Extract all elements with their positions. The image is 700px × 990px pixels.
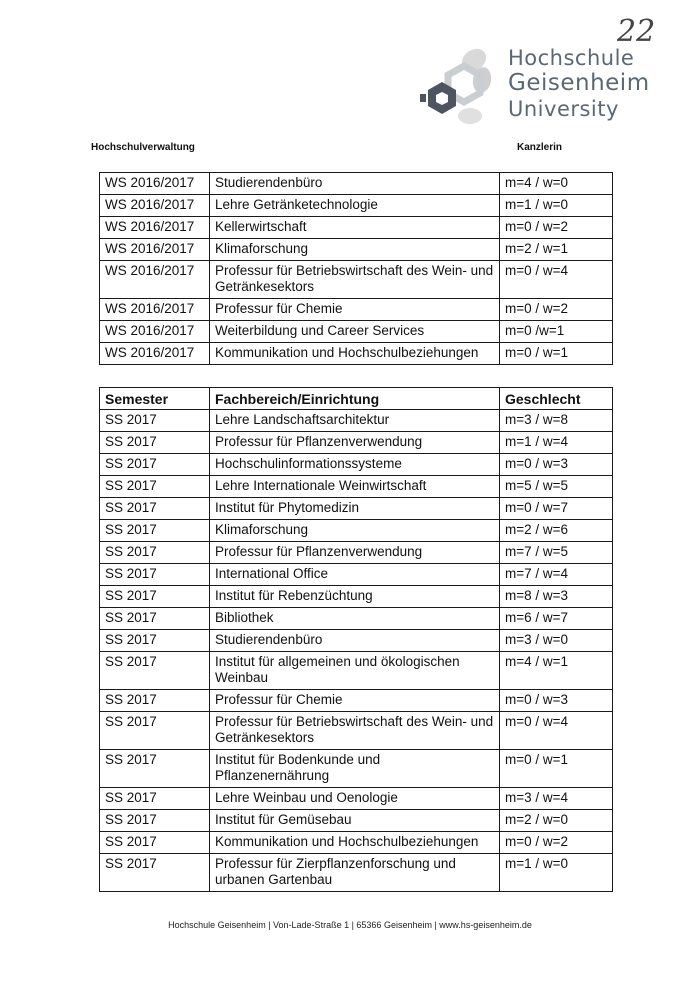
table-header-row: [100, 388, 613, 410]
semester-cell: WS 2016/2017: [100, 195, 210, 217]
gender-cell: m=0 / w=3: [500, 690, 613, 712]
semester-cell: SS 2017: [100, 854, 210, 892]
department-cell: Institut für Phytomedizin: [210, 498, 500, 520]
header-office: Kanzlerin: [517, 142, 563, 153]
gender-cell: m=1 / w=4: [500, 432, 613, 454]
department-cell: Professur für Chemie: [210, 690, 500, 712]
gender-cell: m=4 / w=0: [500, 173, 613, 195]
table-row: [100, 520, 613, 542]
table-row: [100, 630, 613, 652]
gender-cell: m=1 / w=0: [500, 195, 613, 217]
table-row: [100, 261, 613, 299]
column-header-department: Fachbereich/Einrichtung: [210, 388, 500, 410]
semester-cell: SS 2017: [100, 690, 210, 712]
table-row: [100, 712, 613, 750]
gender-cell: m=4 / w=1: [500, 652, 613, 690]
table-row: [100, 788, 613, 810]
gender-cell: m=0 /w=1: [500, 321, 613, 343]
table-row: [100, 542, 613, 564]
department-cell: Lehre Internationale Weinwirtschaft: [210, 476, 500, 498]
department-cell: Professur für Pflanzenverwendung: [210, 542, 500, 564]
ss-2017-table: [99, 387, 613, 892]
table-row: [100, 690, 613, 712]
table-row: [100, 195, 613, 217]
semester-cell: SS 2017: [100, 498, 210, 520]
semester-cell: SS 2017: [100, 630, 210, 652]
table-row: [100, 343, 613, 365]
department-cell: Studierendenbüro: [210, 630, 500, 652]
department-cell: Studierendenbüro: [210, 173, 500, 195]
semester-cell: SS 2017: [100, 454, 210, 476]
gender-cell: m=0 / w=4: [500, 712, 613, 750]
gender-cell: m=3 / w=4: [500, 788, 613, 810]
semester-cell: SS 2017: [100, 520, 210, 542]
logo-line-2: Geisenheim: [508, 70, 650, 96]
gender-cell: m=2 / w=6: [500, 520, 613, 542]
semester-cell: WS 2016/2017: [100, 239, 210, 261]
table-row: [100, 432, 613, 454]
table-row: [100, 750, 613, 788]
gender-cell: m=0 / w=2: [500, 832, 613, 854]
department-cell: Lehre Landschaftsarchitektur: [210, 410, 500, 432]
table-row: [100, 454, 613, 476]
table-row: [100, 321, 613, 343]
gender-cell: m=0 / w=2: [500, 299, 613, 321]
semester-cell: SS 2017: [100, 652, 210, 690]
gender-cell: m=0 / w=7: [500, 498, 613, 520]
department-cell: Professur für Pflanzenverwendung: [210, 432, 500, 454]
department-cell: Bibliothek: [210, 608, 500, 630]
semester-cell: SS 2017: [100, 788, 210, 810]
semester-cell: SS 2017: [100, 432, 210, 454]
semester-cell: SS 2017: [100, 410, 210, 432]
table-row: [100, 586, 613, 608]
department-cell: Institut für Bodenkunde und Pflanzenernährung: [210, 750, 500, 788]
header-department: Hochschulverwaltung: [91, 142, 195, 153]
semester-cell: SS 2017: [100, 832, 210, 854]
department-cell: Klimaforschung: [210, 239, 500, 261]
semester-cell: WS 2016/2017: [100, 343, 210, 365]
gender-cell: m=6 / w=7: [500, 608, 613, 630]
gender-cell: m=0 / w=2: [500, 217, 613, 239]
table-row: [100, 173, 613, 195]
semester-cell: WS 2016/2017: [100, 299, 210, 321]
department-cell: Hochschulinformationssysteme: [210, 454, 500, 476]
gender-cell: m=0 / w=1: [500, 343, 613, 365]
department-cell: Kommunikation und Hochschulbeziehungen: [210, 343, 500, 365]
department-cell: Lehre Getränketechnologie: [210, 195, 500, 217]
semester-cell: SS 2017: [100, 542, 210, 564]
semester-cell: SS 2017: [100, 608, 210, 630]
department-cell: Weiterbildung und Career Services: [210, 321, 500, 343]
table-row: [100, 564, 613, 586]
table-row: [100, 832, 613, 854]
gender-cell: m=2 / w=1: [500, 239, 613, 261]
gender-cell: m=2 / w=0: [500, 810, 613, 832]
department-cell: Professur für Zierpflanzenforschung und urbanen Gartenbau: [210, 854, 500, 892]
column-header-semester: Semester: [100, 388, 210, 410]
department-cell: Institut für Rebenzüchtung: [210, 586, 500, 608]
gender-cell: m=7 / w=5: [500, 542, 613, 564]
table-row: [100, 652, 613, 690]
logo-line-3: University: [508, 97, 619, 121]
table-row: [100, 810, 613, 832]
department-cell: Kommunikation und Hochschulbeziehungen: [210, 832, 500, 854]
semester-cell: SS 2017: [100, 564, 210, 586]
page-footer: Hochschule Geisenheim | Von-Lade-Straße 1 | 65366 Geisenheim | www.hs-geisenheim.de: [168, 920, 532, 930]
gender-cell: m=3 / w=0: [500, 630, 613, 652]
table-row: [100, 498, 613, 520]
department-cell: Professur für Betriebswirtschaft des Wein- und Getränkesektors: [210, 261, 500, 299]
gender-cell: m=0 / w=3: [500, 454, 613, 476]
department-cell: Institut für allgemeinen und ökologischen Weinbau: [210, 652, 500, 690]
semester-cell: SS 2017: [100, 712, 210, 750]
table-row: [100, 608, 613, 630]
semester-cell: WS 2016/2017: [100, 217, 210, 239]
department-cell: Lehre Weinbau und Oenologie: [210, 788, 500, 810]
table-row: [100, 217, 613, 239]
logo-wordmark: [508, 46, 650, 122]
semester-cell: SS 2017: [100, 586, 210, 608]
gender-cell: m=0 / w=4: [500, 261, 613, 299]
column-header-gender: Geschlecht: [500, 388, 613, 410]
semester-cell: SS 2017: [100, 476, 210, 498]
hexagon-logo-icon: [412, 42, 502, 132]
gender-cell: m=8 / w=3: [500, 586, 613, 608]
semester-cell: WS 2016/2017: [100, 261, 210, 299]
semester-cell: SS 2017: [100, 750, 210, 788]
gender-cell: m=5 / w=5: [500, 476, 613, 498]
gender-cell: m=0 / w=1: [500, 750, 613, 788]
gender-cell: m=1 / w=0: [500, 854, 613, 892]
department-cell: International Office: [210, 564, 500, 586]
table-row: [100, 476, 613, 498]
table-row: [100, 410, 613, 432]
table-row: [100, 239, 613, 261]
semester-cell: WS 2016/2017: [100, 173, 210, 195]
ws-2016-table: [99, 172, 613, 365]
university-logo: [412, 42, 662, 132]
department-cell: Klimaforschung: [210, 520, 500, 542]
table-row: [100, 299, 613, 321]
semester-cell: WS 2016/2017: [100, 321, 210, 343]
table-row: [100, 854, 613, 892]
department-cell: Institut für Gemüsebau: [210, 810, 500, 832]
semester-cell: SS 2017: [100, 810, 210, 832]
department-cell: Kellerwirtschaft: [210, 217, 500, 239]
gender-cell: m=7 / w=4: [500, 564, 613, 586]
gender-cell: m=3 / w=8: [500, 410, 613, 432]
department-cell: Professur für Chemie: [210, 299, 500, 321]
handwritten-page-number: 22: [617, 14, 656, 49]
logo-line-1: Hochschule: [508, 46, 635, 70]
department-cell: Professur für Betriebswirtschaft des Wein- und Getränkesektors: [210, 712, 500, 750]
